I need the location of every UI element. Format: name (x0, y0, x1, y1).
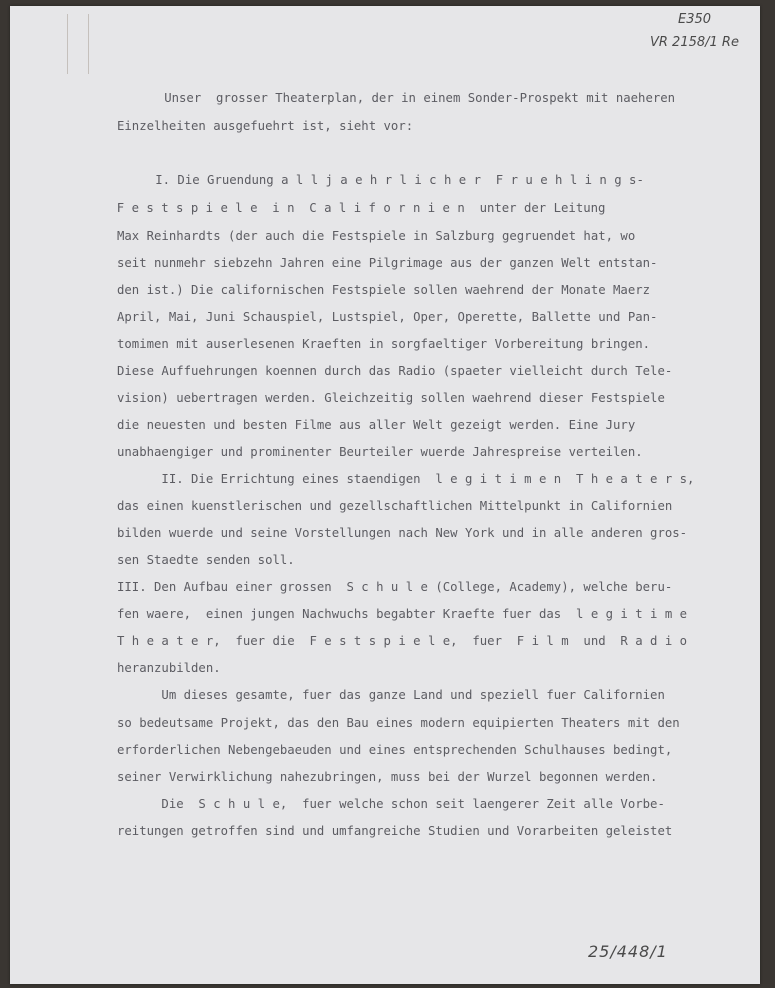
text-line-25: erforderlichen Nebengebaeuden und eines entsprechenden Schulhauses bedingt, (117, 743, 673, 757)
text-line-17: bilden wuerde und seine Vorstellungen nach New York und in alle anderen gros- (117, 526, 688, 540)
text-line-18: sen Staedte senden soll. (117, 553, 295, 567)
text-line-16: das einen kuenstlerischen und gezellschaftlichen Mittelpunkt in Californien (117, 499, 673, 513)
text-line-28: reitungen getroffen sind und umfangreiche Studien und Vorarbeiten geleistet (117, 824, 673, 838)
archive-note-top: E350 (678, 12, 712, 27)
text-line-24: so bedeutsame Projekt, das den Bau eines modern equipierten Theaters mit den (117, 716, 680, 730)
text-line-26: seiner Verwirklichung nahezubringen, muss bei der Wurzel begonnen werden. (117, 770, 658, 784)
text-line-13: die neuesten und besten Filme aus aller Welt gezeigt werden. Eine Jury (117, 418, 636, 432)
punch-hole-mark (67, 14, 89, 74)
text-line-23: Um dieses gesamte, fuer das ganze Land und speziell fuer Californien (117, 688, 665, 702)
text-line-2: Einzelheiten ausgefuehrt ist, sieht vor: (117, 119, 414, 133)
text-line-5: F e s t s p i e l e i n C a l i f o r n i e n unter der Leitung (102, 201, 606, 215)
text-line-27: Die S c h u l e, fuer welche schon seit laengerer Zeit alle Vorbe- (117, 797, 665, 811)
text-line-6: Max Reinhardts (der auch die Festspiele in Salzburg gegruendet hat, wo (117, 229, 636, 243)
text-line-7: seit nunmehr siebzehn Jahren eine Pilgrimage aus der ganzen Welt entstan- (117, 256, 658, 270)
document-page (10, 6, 760, 984)
text-line-14: unabhaengiger und prominenter Beurteiler wuerde Jahrespreise verteilen. (117, 445, 643, 459)
text-line-10: tomimen mit auserlesenen Kraeften in sorgfaeltiger Vorbereitung bringen. (117, 337, 651, 351)
text-line-22: heranzubilden. (117, 661, 221, 675)
text-line-12: vision) uebertragen werden. Gleichzeitig sollen waehrend dieser Festspiele (117, 391, 665, 405)
text-line-21: T h e a t e r, fuer die F e s t s p i e l e, fuer F i l m und R a d i o (117, 634, 688, 648)
text-line-19: III. Den Aufbau einer grossen S c h u l e (College, Academy), welche beru- (117, 580, 673, 594)
text-line-15: II. Die Errichtung eines staendigen l e g i t i m e n T h e a t e r s, (117, 472, 695, 486)
text-line-4: I. Die Gruendung a l l j a e h r l i c h e r F r u e h l i n g s- (96, 173, 644, 187)
text-line-1: Unser grosser Theaterplan, der in einem Sonder-Prospekt mit naeheren (105, 91, 676, 105)
text-line-20: fen waere, einen jungen Nachwuchs begabter Kraefte fuer das l e g i t i m e (117, 607, 688, 621)
text-line-8: den ist.) Die californischen Festspiele sollen waehrend der Monate Maerz (117, 283, 651, 297)
text-line-9: April, Mai, Juni Schauspiel, Lustspiel, Oper, Operette, Ballette und Pan- (117, 310, 658, 324)
archive-note-bottom: 25/448/1 (588, 942, 668, 961)
text-line-11: Diese Auffuehrungen koennen durch das Radio (spaeter vielleicht durch Tele- (117, 364, 673, 378)
archive-reference-top: VR 2158/1 Re (650, 35, 739, 50)
